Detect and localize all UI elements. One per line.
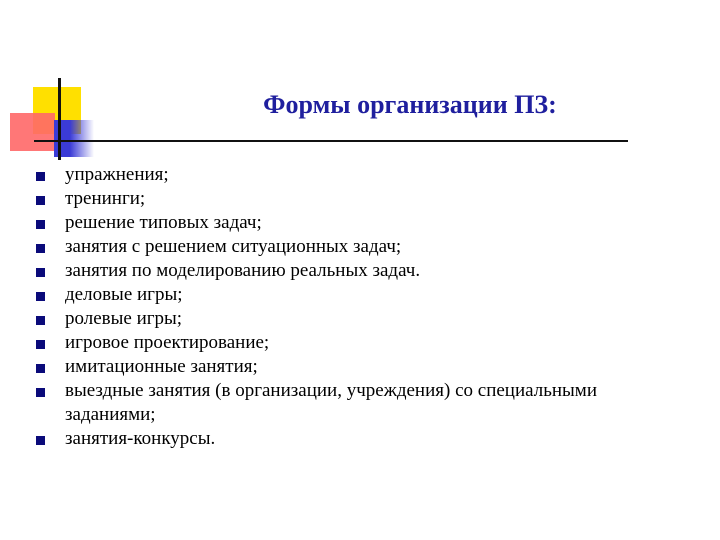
list-item (36, 379, 676, 427)
square-bullet-icon (36, 244, 45, 253)
list-item (36, 211, 676, 235)
list-item (36, 427, 676, 451)
list-item-text: упражнения; (65, 164, 169, 185)
list-item-text: выездные занятия (в организации, учреждения) со специальными заданиями; (65, 380, 597, 425)
square-bullet-icon (36, 220, 45, 229)
square-bullet-icon (36, 436, 45, 445)
list-item (36, 355, 676, 379)
square-bullet-icon (36, 340, 45, 349)
list-item-text: игровое проектирование; (65, 332, 270, 353)
square-bullet-icon (36, 388, 45, 397)
title-underline (34, 140, 628, 142)
list-item (36, 235, 676, 259)
list-item (36, 163, 676, 187)
bullet-list (36, 163, 676, 451)
square-bullet-icon (36, 268, 45, 277)
list-item (36, 331, 676, 355)
logo-red-square (10, 113, 55, 151)
list-item-text: деловые игры; (65, 284, 183, 305)
square-bullet-icon (36, 292, 45, 301)
square-bullet-icon (36, 172, 45, 181)
list-item (36, 307, 676, 331)
square-bullet-icon (36, 196, 45, 205)
list-item-text: занятия по моделированию реальных задач. (65, 260, 421, 281)
list-item-text: занятия с решением ситуационных задач; (65, 236, 402, 257)
list-item-text: занятия-конкурсы. (65, 428, 216, 449)
list-item-text: ролевые игры; (65, 308, 183, 329)
list-item-text: тренинги; (65, 188, 146, 209)
list-item-text: решение типовых задач; (65, 212, 262, 233)
logo-vertical-line (58, 78, 61, 160)
square-bullet-icon (36, 316, 45, 325)
list-item (36, 283, 676, 307)
list-item (36, 187, 676, 211)
square-bullet-icon (36, 364, 45, 373)
list-item (36, 259, 676, 283)
list-item-text: имитационные занятия; (65, 356, 258, 377)
slide-title: Формы организации ПЗ: (263, 90, 557, 119)
